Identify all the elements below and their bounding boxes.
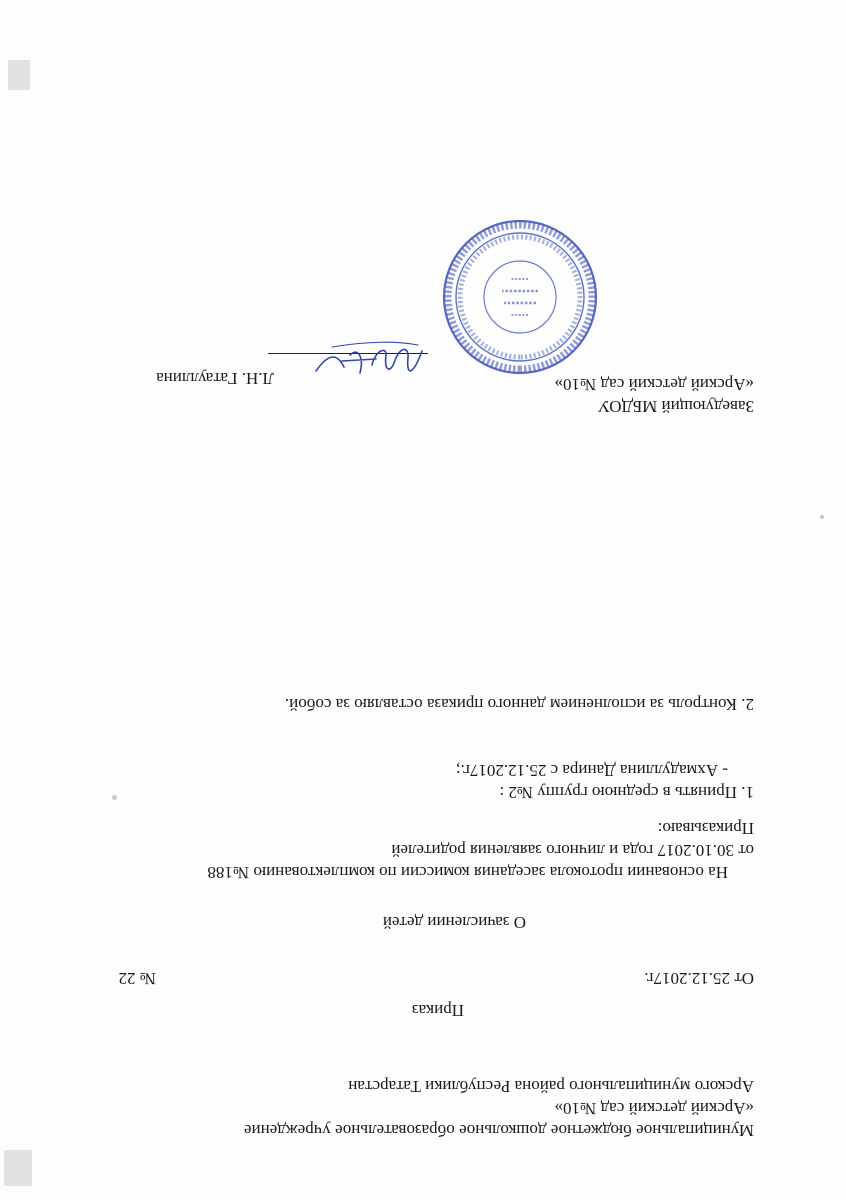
org-name-line2: «Арский детский сад №10» — [554, 1099, 754, 1118]
signer-name: Л.Н. Гатауллина — [156, 369, 274, 388]
item-2: 2. Контроль за исполнением данного приказа оставляю за собой. — [284, 695, 754, 714]
document-title: Приказ — [411, 1001, 464, 1020]
order-word: Приказываю: — [657, 819, 754, 838]
basis-line2: от 30.10.2017 года и личного заявления родителей — [391, 841, 754, 860]
handwritten-signature — [308, 337, 428, 385]
order-subject: О зачислении детей — [382, 913, 526, 932]
org-name-line3: Арского муниципального района Республики Татарстан — [348, 1077, 754, 1096]
order-number: № 22 — [118, 969, 156, 988]
signer-position-line1: Заведующий МБДОУ — [598, 397, 754, 416]
item-1-child: - Ахмадуллина Данира с 25.12.2017г.; — [455, 761, 728, 780]
item-1: 1. Принять в среднюю группу №2 : — [499, 783, 754, 802]
basis-line1: На основании протокола заседания комиссии по комплектованию №188 — [207, 863, 728, 882]
organization-seal — [440, 217, 600, 377]
org-name-line1: Муниципальное бюджетное дошкольное образовательное учреждение — [244, 1121, 754, 1140]
order-date: От 25.12.2017г. — [644, 969, 754, 988]
signer-position-line2: «Арский детский сад №10» — [554, 375, 754, 394]
